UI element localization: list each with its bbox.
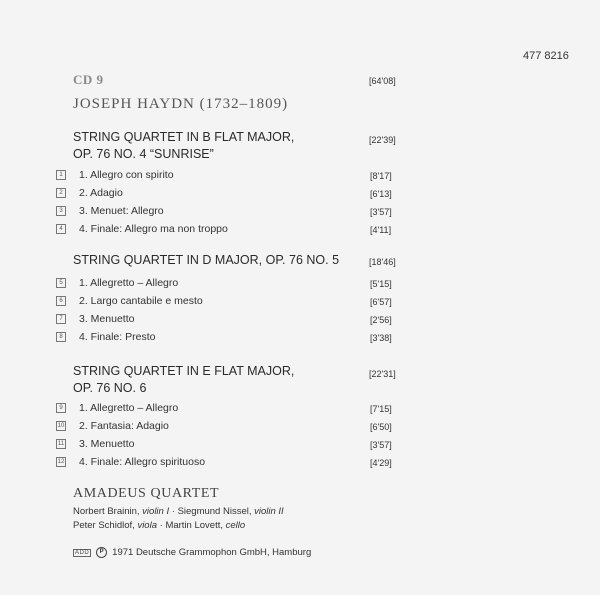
composer-heading: JOSEPH HAYDN (1732–1809) [73, 96, 289, 112]
work-title-1 [73, 129, 294, 163]
production-credit [73, 547, 311, 558]
work-title-line: STRING QUARTET IN E FLAT MAJOR, [73, 364, 295, 378]
track-title: 4. Finale: Allegro ma non troppo [79, 223, 228, 235]
performer-role: violin II [254, 506, 284, 517]
work-time-1: [22'39] [369, 135, 396, 145]
track-title: 1. Allegretto – Allegro [79, 402, 179, 414]
track-number-box: 11 [57, 441, 65, 447]
track-title: 1. Allegro con spirito [79, 169, 174, 181]
production-text: 1971 Deutsche Grammophon GmbH, Hamburg [112, 547, 312, 558]
track-title: 2. Adagio [79, 187, 123, 199]
work-title-2 [73, 252, 339, 269]
add-code-badge: ADD [75, 549, 90, 556]
work-title-line: STRING QUARTET IN D MAJOR, OP. 76 NO. 5 [73, 253, 340, 267]
work-title-line: OP. 76 NO. 4 “SUNRISE” [73, 147, 214, 161]
track-title: 2. Fantasia: Adagio [79, 420, 169, 432]
track-time: [8'17] [370, 171, 392, 181]
performers-line-2 [73, 520, 245, 531]
track-row[interactable] [56, 223, 228, 235]
track-number-box: 2 [56, 188, 66, 198]
track-row[interactable] [56, 438, 134, 450]
track-row[interactable] [56, 277, 178, 289]
track-number-box: 4 [56, 224, 66, 234]
track-time: [3'57] [370, 440, 392, 450]
work-time-3: [22'31] [369, 369, 396, 379]
work-title-3 [73, 363, 294, 397]
work-title-line: OP. 76 NO. 6 [73, 381, 147, 395]
track-time: [2'56] [370, 315, 392, 325]
track-time: [7'15] [370, 404, 392, 414]
track-row[interactable] [56, 205, 164, 217]
track-number-box: 5 [56, 278, 66, 288]
track-row[interactable] [56, 187, 123, 199]
track-time: [3'57] [370, 207, 392, 217]
work-time-2: [18'46] [369, 257, 396, 267]
performer-name: Martin Lovett, [165, 520, 223, 531]
track-time: [6'50] [370, 422, 392, 432]
track-number-box: 10 [57, 423, 65, 429]
track-title: 4. Finale: Presto [79, 331, 156, 343]
track-row[interactable] [56, 295, 203, 307]
track-time: [6'57] [370, 297, 392, 307]
track-row[interactable] [56, 313, 134, 325]
track-title: 3. Menuetto [79, 313, 135, 325]
ensemble-name: AMADEUS QUARTET [73, 486, 220, 501]
separator: · [159, 520, 163, 531]
track-row[interactable] [56, 169, 174, 181]
track-number-box: 7 [56, 314, 66, 324]
performer-name: Peter Schidlof, [73, 520, 135, 531]
track-title: 2. Largo cantabile e mesto [79, 295, 203, 307]
track-row[interactable] [56, 456, 205, 468]
track-row[interactable] [56, 420, 169, 432]
track-row[interactable] [56, 331, 155, 343]
separator: · [171, 506, 175, 517]
phonogram-p-icon: P [96, 547, 107, 558]
track-number-box: 9 [56, 403, 66, 413]
track-number-box: 6 [56, 296, 66, 306]
track-time: [6'13] [370, 189, 392, 199]
track-number-box: 3 [56, 206, 66, 216]
cd-total-time: [64'08] [369, 76, 396, 86]
track-number-box: 12 [57, 459, 65, 465]
track-title: 1. Allegretto – Allegro [79, 277, 179, 289]
performer-name: Siegmund Nissel, [177, 506, 252, 517]
catalog-number: 477 8216 [523, 50, 569, 62]
performer-role: viola [137, 520, 157, 531]
track-number-box: 1 [56, 170, 66, 180]
cd-label: CD 9 [73, 72, 104, 87]
track-time: [3'38] [370, 333, 392, 343]
track-time: [4'29] [370, 458, 392, 468]
performer-role: violin I [142, 506, 170, 517]
track-number-box: 8 [56, 332, 66, 342]
work-title-line: STRING QUARTET IN B FLAT MAJOR, [73, 130, 295, 144]
track-title: 3. Menuet: Allegro [79, 205, 164, 217]
track-time: [5'15] [370, 279, 392, 289]
performers-line-1 [73, 506, 284, 517]
performer-role: cello [225, 520, 246, 531]
track-time: [4'11] [370, 225, 392, 235]
performer-name: Norbert Brainin, [73, 506, 140, 517]
track-title: 4. Finale: Allegro spirituoso [79, 456, 206, 468]
track-title: 3. Menuetto [79, 438, 135, 450]
track-row[interactable] [56, 402, 178, 414]
